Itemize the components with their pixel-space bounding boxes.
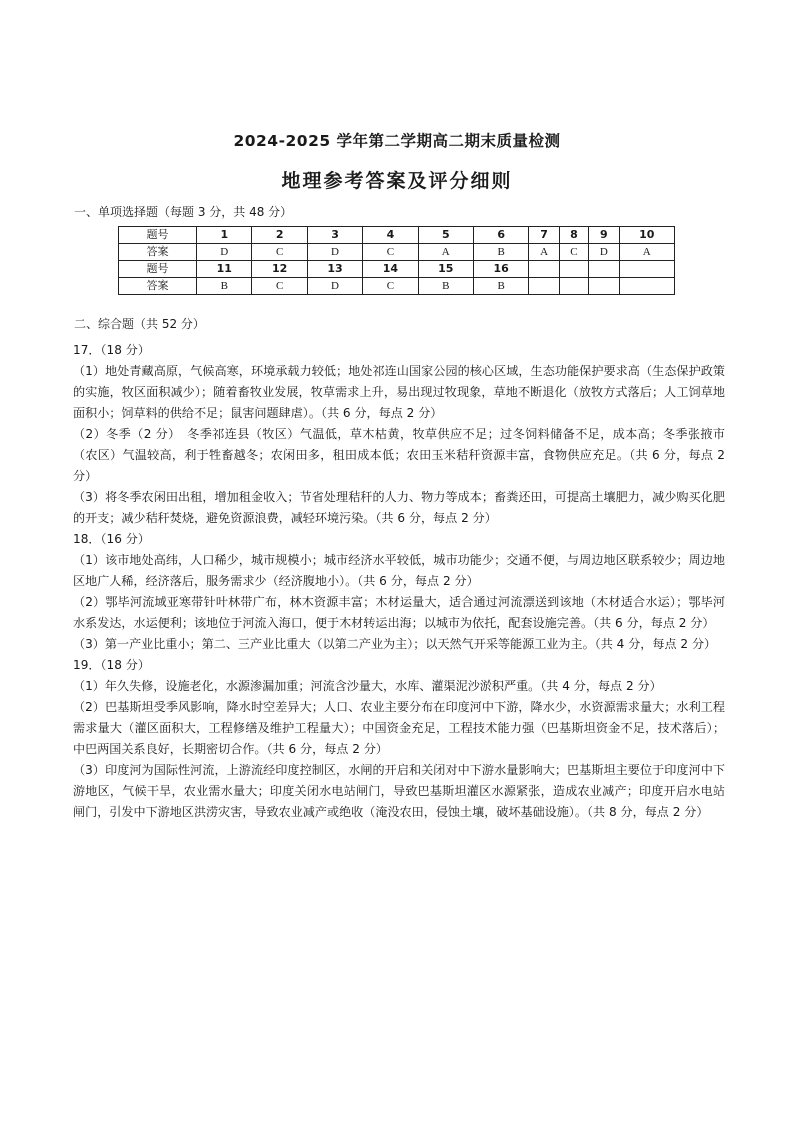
document-subtitle: 地理参考答案及评分细则 (281, 170, 513, 192)
row-label-number: 题号 (119, 227, 197, 244)
table-row-answers-1 (119, 244, 675, 261)
answer-paragraph-18-3: （3）第一产业比重小；第二、三产业比重大（以第二产业为主）；以天然气开采等能源工业为主。（共 4 分，每点 2 分） (73, 637, 717, 651)
answer-cell: D (589, 244, 619, 261)
question-number (559, 261, 588, 278)
answer-paragraph-17-2: （2）冬季（2 分） 冬季祁连县（牧区）气温低，草木枯黄，牧草供应不足；过冬饲料储备不足，成本高；冬季张掖市（农区）气温较高，利于牲畜越冬；农闲田多，租田成本低；农田玉米秸秆资源丰富，食物供应充足。（共 6 分，每点 2 分） (73, 427, 725, 483)
answer-paragraph-18-2: （2）鄂毕河流域亚寒带针叶林带广布，林木资源丰富；木材运量大，适合通过河流漂送到该地（木材适合水运）；鄂毕河水系发达，水运便利；该地位于河流入海口，便于木材转运出海；以城市为依托，配套设施完善。（共 6 分，每点 2 分） (73, 595, 725, 630)
question-number (619, 261, 674, 278)
answer-cell: B (473, 278, 528, 295)
answer-paragraph-19-2: （2）巴基斯坦受季风影响，降水时空差异大；人口、农业主要分布在印度河中下游，降水少，水资源需求量大；水利工程需求量大（灌区面积大，工程修缮及维护工程量大）；中国资金充足，工程技术能力强（巴基斯坦资金不足，技术落后）；中巴两国关系良好，长期密切合作。（共 6 分，每点 2 分） (73, 700, 725, 756)
answer-paragraph-19-1: （1）年久失修，设施老化，水源渗漏加重；河流含沙量大，水库、灌渠泥沙淤积严重。（共 4 分，每点 2 分） (73, 679, 662, 693)
answer-paragraph-17-3: （3）将冬季农闲田出租，增加租金收入；节省处理秸秆的人力、物力等成本；畜粪还田，可提高土壤肥力，减少购买化肥的开支；减少秸秆焚烧，避免资源浪费，减轻环境污染。（共 6 分，每点 2 分） (73, 490, 725, 525)
question-number: 12 (252, 261, 307, 278)
answer-cell: B (473, 244, 528, 261)
question-number: 15 (418, 261, 473, 278)
question-number: 11 (197, 261, 252, 278)
answer-paragraph-17-1: （1）地处青藏高原，气候高寒，环境承载力较低；地处祁连山国家公园的核心区域，生态功能保护要求高（生态保护政策的实施，牧区面积减少）；随着畜牧业发展，牧草需求上升，易出现过牧现象，草地不断退化（放牧方式落后；人工饲草地面积小；饲草料的供给不足；鼠害问题肆虐）。（共 6 分，每点 2 分） (73, 364, 725, 420)
answer-cell: C (252, 244, 307, 261)
answer-cell: A (619, 244, 674, 261)
question-number: 10 (619, 227, 674, 244)
answer-cell: D (307, 278, 362, 295)
question-number (589, 261, 619, 278)
answer-cell: C (363, 244, 418, 261)
answer-cell: C (252, 278, 307, 295)
question-number: 9 (589, 227, 619, 244)
answer-table (118, 226, 675, 295)
answer-paragraph-19-3: （3）印度河为国际性河流，上游流经印度控制区，水闸的开启和关闭对中下游水量影响大；巴基斯坦主要位于印度河中下游地区，气候干旱，农业需水量大；印度关闭水电站闸门，导致巴基斯坦灌区水源紧张，造成农业减产；印度开启水电站闸门，引发中下游地区洪涝灾害，导致农业减产或绝收（淹没农田，侵蚀土壤，破坏基础设施）。（共 8 分，每点 2 分） (73, 763, 725, 819)
question-number: 2 (252, 227, 307, 244)
answer-body (73, 340, 725, 823)
table-row-numbers-2 (119, 261, 675, 278)
answer-cell: C (559, 244, 588, 261)
question-number (529, 261, 559, 278)
section-heading-multiple-choice: 一、单项选择题（每题 3 分，共 48 分） (74, 205, 293, 219)
answer-cell: B (418, 278, 473, 295)
answer-cell: D (197, 244, 252, 261)
document-title: 2024-2025 学年第二学期高二期末质量检测 (233, 132, 561, 150)
answer-cell: B (197, 278, 252, 295)
answer-cell: C (363, 278, 418, 295)
question-number: 16 (473, 261, 528, 278)
answer-cell (589, 278, 619, 295)
answer-cell (619, 278, 674, 295)
answer-cell: D (307, 244, 362, 261)
question-number: 7 (529, 227, 559, 244)
table-row-numbers-1 (119, 227, 675, 244)
question-number: 14 (363, 261, 418, 278)
row-label-answer: 答案 (119, 244, 197, 261)
answer-cell (559, 278, 588, 295)
question-number: 5 (418, 227, 473, 244)
question-heading-17: 17．（18 分） (73, 343, 150, 357)
row-label-answer: 答案 (119, 278, 197, 295)
row-label-number: 题号 (119, 261, 197, 278)
question-number: 1 (197, 227, 252, 244)
question-heading-18: 18．（16 分） (73, 532, 150, 546)
question-number: 8 (559, 227, 588, 244)
question-number: 6 (473, 227, 528, 244)
question-number: 13 (307, 261, 362, 278)
answer-paragraph-18-1: （1）该市地处高纬，人口稀少，城市规模小；城市经济水平较低，城市功能少；交通不便，与周边地区联系较少；周边地区地广人稀，经济落后，服务需求少（经济腹地小）。（共 6 分，每点 2 分） (73, 553, 725, 588)
question-number: 4 (363, 227, 418, 244)
section-heading-comprehensive: 二、综合题（共 52 分） (74, 317, 205, 331)
question-number: 3 (307, 227, 362, 244)
table-row-answers-2 (119, 278, 675, 295)
question-heading-19: 19．（18 分） (73, 658, 150, 672)
answer-cell (529, 278, 559, 295)
answer-cell: A (529, 244, 559, 261)
answer-cell: A (418, 244, 473, 261)
